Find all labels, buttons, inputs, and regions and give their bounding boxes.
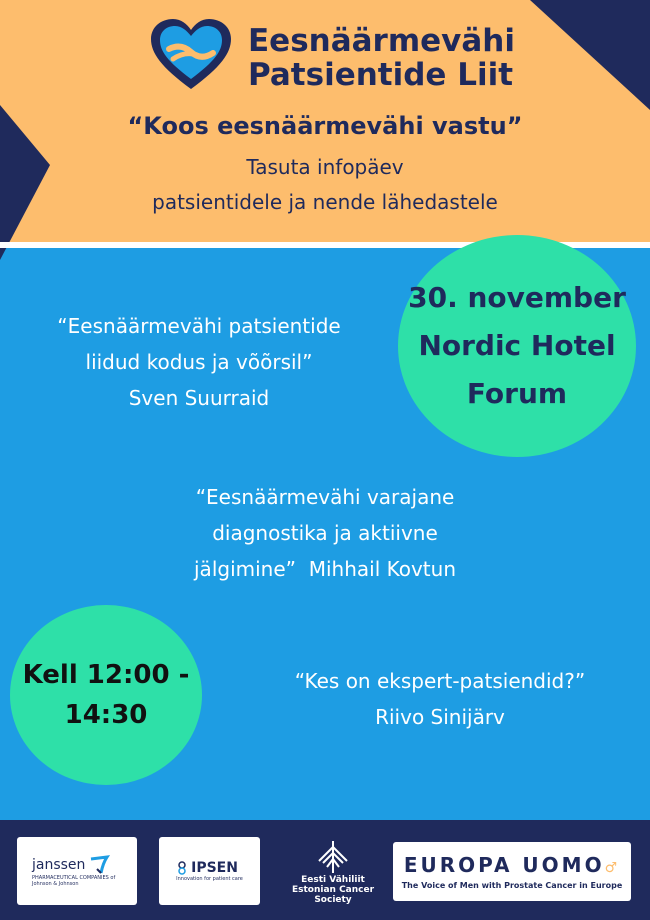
cancer-society-emblem-icon xyxy=(313,839,353,875)
cancer-society-name-en: Estonian Cancer Society xyxy=(291,885,375,905)
talk-2-line3: jälgimine” Mihhail Kovtun xyxy=(194,557,456,581)
venue-line2: Forum xyxy=(466,377,568,410)
time-line1: Kell 12:00 - xyxy=(22,660,190,690)
janssen-subtext: PHARMACEUTICAL COMPANIES of Johnson & Johnson xyxy=(32,875,116,887)
event-subtitle-1: Tasuta infopäev xyxy=(246,155,404,179)
org-name-line1: Eesnäärmevähi xyxy=(248,23,515,59)
time-circle xyxy=(10,605,202,785)
event-subtitle-2: patsientidele ja nende lähedastele xyxy=(152,190,498,214)
talk-3-speaker: Riivo Sinijärv xyxy=(375,705,505,729)
janssen-logo xyxy=(17,837,137,905)
europa-uomo-text: EUROPA UOMO xyxy=(403,853,605,877)
cancer-society-name-et: Eesti Vähiliit xyxy=(301,875,365,885)
talk-1-line2: liidud kodus ja võõrsil” xyxy=(85,350,313,374)
event-title: “Koos eesnäärmevähi vastu” xyxy=(127,112,523,140)
time-line2: 14:30 xyxy=(64,700,148,730)
heart-logo-icon xyxy=(151,19,231,91)
talk-3-line1: “Kes on ekspert-patsiendid?” xyxy=(294,669,586,693)
ipsen-subtext: Innovation for patient care xyxy=(176,876,243,882)
male-symbol-icon: ♂ xyxy=(604,860,621,876)
talk-1-speaker: Sven Suurraid xyxy=(128,386,270,410)
talk-1-line1: “Eesnäärmevähi patsientide xyxy=(57,314,341,338)
org-name xyxy=(248,24,515,92)
janssen-mark-icon xyxy=(89,855,111,875)
europa-uomo-name xyxy=(404,853,620,877)
ipsen-logo xyxy=(159,837,260,905)
ipsen-name: IPSEN xyxy=(191,860,238,876)
talk-3 xyxy=(230,663,650,735)
janssen-name: janssen xyxy=(32,857,86,873)
decorative-triangle-right xyxy=(530,0,650,110)
talk-2-line2: diagnostika ja aktiivne xyxy=(212,521,438,545)
ipsen-mark-icon xyxy=(176,861,188,875)
europa-uomo-tagline: The Voice of Men with Prostate Cancer in Europe xyxy=(401,881,623,890)
date-venue-circle xyxy=(398,235,636,457)
estonian-cancer-society-logo xyxy=(288,832,378,912)
event-date: 30. november xyxy=(408,281,626,314)
talk-1 xyxy=(10,308,388,416)
talk-2 xyxy=(100,479,550,587)
europa-uomo-logo xyxy=(393,842,631,901)
venue-line1: Nordic Hotel xyxy=(418,329,616,362)
org-name-line2: Patsientide Liit xyxy=(248,57,514,93)
talk-2-line1: “Eesnäärmevähi varajane xyxy=(195,485,455,509)
